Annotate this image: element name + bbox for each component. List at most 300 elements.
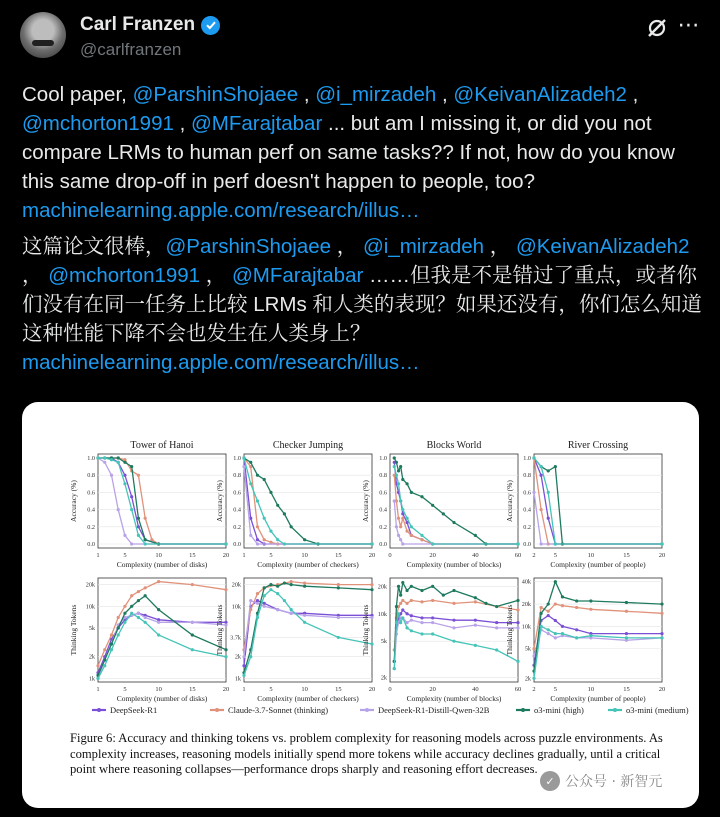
data-point [410, 619, 413, 622]
data-point [256, 499, 259, 502]
data-point [405, 602, 408, 605]
avatar[interactable] [20, 12, 66, 58]
data-point [96, 664, 99, 667]
data-point [660, 542, 663, 545]
verified-badge-icon [201, 16, 220, 35]
x-tick-label: 10 [155, 686, 162, 693]
y-tick-label: 0.6 [87, 489, 95, 497]
x-axis-label: Complexity (number of people) [550, 694, 646, 703]
data-point [224, 542, 227, 545]
data-point [290, 608, 293, 611]
data-point [263, 517, 266, 520]
data-point [575, 606, 578, 609]
data-point [303, 581, 306, 584]
data-point [191, 583, 194, 586]
x-tick-label: 1 [242, 686, 246, 693]
data-point [123, 482, 126, 485]
data-point [561, 595, 564, 598]
legend-marker [365, 708, 369, 712]
x-tick-label: 20 [429, 552, 436, 559]
data-point [405, 530, 408, 533]
data-point [130, 612, 133, 615]
data-point [337, 636, 340, 639]
data-point [337, 616, 340, 619]
y-tick-label: 3.7k [230, 634, 241, 642]
wechat-logo-icon: ✓ [540, 771, 560, 791]
data-point [532, 491, 535, 494]
data-point [276, 608, 279, 611]
data-point [540, 508, 543, 511]
y-tick-label: 0.0 [87, 541, 95, 548]
mention[interactable]: @i_mirzadeh [362, 235, 485, 258]
data-point [589, 634, 592, 637]
data-point [554, 632, 557, 635]
data-point [263, 586, 266, 589]
y-axis-label: Accuracy (%) [69, 480, 78, 522]
data-point [103, 456, 106, 459]
data-point [263, 538, 266, 541]
data-point [516, 660, 519, 663]
x-tick-label: 5 [553, 686, 557, 693]
data-point [547, 610, 550, 613]
x-tick-label: 5 [123, 552, 127, 559]
data-point [405, 626, 408, 629]
data-point [110, 642, 113, 645]
data-point [370, 583, 373, 586]
data-point [130, 542, 133, 545]
data-point [144, 594, 147, 597]
data-point [547, 614, 550, 617]
data-point [554, 636, 557, 639]
data-point [420, 538, 423, 541]
text: ... but am I missing it, or did you not compare LRMs to human perf on same tasks?? If not, how do you know this same drop-off in perf doesn't happen to people, too? [22, 112, 675, 193]
y-tick-label: 1k [88, 675, 95, 683]
data-point [256, 542, 259, 545]
data-point [397, 534, 400, 537]
separator: , [298, 83, 316, 106]
data-point [395, 474, 398, 477]
data-point [269, 588, 272, 591]
data-point [554, 465, 557, 468]
data-point [137, 474, 140, 477]
x-tick-label: 20 [368, 552, 376, 559]
mention[interactable]: @mchorton1991 [48, 264, 201, 287]
plot-frame [534, 578, 662, 682]
data-point [516, 626, 519, 629]
x-tick-label: 10 [301, 552, 308, 559]
data-point [405, 589, 408, 592]
data-point [452, 521, 455, 524]
y-axis-label: Thinking Tokens [361, 604, 370, 656]
data-point [269, 583, 272, 586]
data-point [452, 626, 455, 629]
data-point [401, 542, 404, 545]
data-point [554, 542, 557, 545]
data-point [401, 508, 404, 511]
legend-item: DeepSeek-R1 [110, 705, 158, 715]
author-display-name[interactable]: Carl Franzen [80, 14, 196, 35]
data-point [96, 456, 99, 459]
data-point [495, 621, 498, 624]
data-point [474, 619, 477, 622]
data-point [410, 629, 413, 632]
y-tick-label: 0.4 [523, 506, 531, 514]
legend-item: Claude-3.7-Sonnet (thinking) [228, 705, 329, 715]
separator: , [626, 83, 639, 106]
y-tick-label: 2k [380, 674, 387, 682]
y-tick-label: 0.2 [379, 523, 387, 531]
data-point [410, 525, 413, 528]
data-point [474, 600, 477, 603]
data-point [103, 658, 106, 661]
data-point [495, 605, 498, 608]
data-point [395, 461, 398, 464]
name-row [80, 14, 220, 36]
x-tick-label: 1 [96, 686, 100, 693]
mention[interactable]: @KeivanAlizadeh2 [515, 235, 690, 258]
y-tick-label: 5k [524, 645, 531, 653]
data-point [269, 491, 272, 494]
data-point [103, 648, 106, 651]
data-point [401, 599, 404, 602]
data-point [137, 590, 140, 593]
mention[interactable]: @MFarajtabar [190, 112, 323, 135]
data-point [397, 517, 400, 520]
data-point [337, 583, 340, 586]
data-point [276, 592, 279, 595]
data-point [96, 677, 99, 680]
data-point [532, 456, 535, 459]
legend-marker [215, 708, 219, 712]
more-icon[interactable]: ⋯ [677, 12, 701, 37]
data-point [137, 612, 140, 615]
data-point [575, 636, 578, 639]
data-point [397, 482, 400, 485]
data-point [554, 602, 557, 605]
x-tick-label: 5 [553, 552, 557, 559]
y-tick-label: 2k [524, 675, 531, 683]
mention[interactable]: @mchorton1991 [22, 112, 174, 135]
data-point [157, 633, 160, 636]
data-point [401, 616, 404, 619]
data-point [123, 461, 126, 464]
y-tick-label: 2k [234, 653, 241, 661]
data-point [452, 589, 455, 592]
y-axis-label: Thinking Tokens [505, 604, 514, 656]
x-axis-label: Complexity (number of disks) [116, 560, 208, 569]
y-tick-label: 0.0 [233, 541, 241, 548]
data-point [540, 474, 543, 477]
data-point [303, 621, 306, 624]
data-point [242, 674, 245, 677]
data-point [137, 534, 140, 537]
data-point [516, 542, 519, 545]
data-point [224, 648, 227, 651]
data-point [399, 499, 402, 502]
x-tick-label: 0 [388, 552, 392, 559]
x-tick-label: 2 [532, 686, 536, 693]
mention[interactable]: @i_mirzadeh [315, 83, 437, 106]
data-point [410, 491, 413, 494]
x-tick-label: 2 [532, 552, 536, 559]
data-point [420, 621, 423, 624]
paper-link[interactable]: machinelearning.apple.com/research/illus… [22, 351, 420, 374]
y-tick-label: 2k [88, 653, 95, 661]
data-point [401, 517, 404, 520]
y-tick-label: 40k [521, 578, 531, 586]
data-point [516, 621, 519, 624]
data-point [561, 632, 564, 635]
data-point [123, 612, 126, 615]
data-point [144, 621, 147, 624]
data-point [393, 667, 396, 670]
legend-marker [521, 708, 525, 712]
data-point [144, 538, 147, 541]
data-point [540, 612, 543, 615]
plot-frame [98, 454, 226, 548]
data-point [547, 628, 550, 631]
y-tick-label: 0.6 [379, 489, 387, 497]
x-tick-label: 0 [388, 686, 392, 693]
data-point [249, 482, 252, 485]
y-axis-label: Thinking Tokens [69, 604, 78, 656]
separator: ， [200, 264, 232, 287]
data-point [405, 612, 408, 615]
mention[interactable]: @MFarajtabar [231, 264, 364, 287]
y-tick-label: 0.2 [233, 523, 241, 531]
data-point [474, 624, 477, 627]
data-point [276, 538, 279, 541]
author-handle[interactable]: @carlfranzen [80, 40, 182, 59]
mention[interactable]: @ParshinShojaee [165, 235, 332, 258]
plot-title: River Crossing [567, 440, 629, 451]
y-tick-label: 20k [377, 583, 387, 591]
data-point [370, 588, 373, 591]
watermark-text: 公众号 · 新智元 [565, 774, 663, 790]
plot-title: Checker Jumping [272, 440, 344, 451]
data-point [395, 621, 398, 624]
data-point [397, 469, 400, 472]
data-point [144, 542, 147, 545]
separator: , [436, 83, 454, 106]
y-axis-label: Accuracy (%) [505, 480, 514, 522]
data-point [395, 605, 398, 608]
data-point [540, 606, 543, 609]
data-point [110, 458, 113, 461]
plot-title: Blocks World [426, 440, 482, 451]
data-point [575, 599, 578, 602]
y-tick-label: 1k [234, 675, 241, 683]
data-point [474, 534, 477, 537]
x-tick-label: 10 [301, 686, 308, 693]
data-point [290, 580, 293, 583]
data-point [117, 633, 120, 636]
y-tick-label: 0.8 [379, 472, 387, 480]
x-tick-label: 10 [587, 686, 595, 693]
x-tick-label: 40 [472, 686, 479, 693]
data-point [290, 525, 293, 528]
data-point [516, 599, 519, 602]
data-point [401, 478, 404, 481]
data-point [283, 542, 286, 545]
x-tick-label: 15 [623, 686, 630, 693]
data-point [660, 636, 663, 639]
data-point [249, 655, 252, 658]
separator: ， [484, 235, 516, 258]
data-point [431, 621, 434, 624]
data-point [420, 616, 423, 619]
data-point [130, 495, 133, 498]
paper-link[interactable]: machinelearning.apple.com/research/illus… [22, 199, 420, 222]
legend-item: o3-mini (medium) [626, 705, 689, 715]
data-point [625, 601, 628, 604]
data-point [395, 525, 398, 528]
data-point [103, 664, 106, 667]
data-point [117, 508, 120, 511]
data-point [420, 495, 423, 498]
y-tick-label: 5k [380, 638, 387, 646]
media-image-card[interactable] [22, 402, 699, 808]
data-point [130, 605, 133, 608]
separator: ， [22, 264, 49, 287]
data-point [452, 640, 455, 643]
y-tick-label: 0.2 [87, 523, 95, 531]
data-point [157, 621, 160, 624]
y-tick-label: 10k [377, 610, 387, 618]
x-axis-label: Complexity (number of blocks) [406, 694, 502, 703]
data-point [256, 616, 259, 619]
grok-icon[interactable] [645, 16, 669, 40]
mention[interactable]: @KeivanAlizadeh2 [453, 83, 627, 106]
y-tick-label: 1.0 [523, 455, 531, 462]
tweet-header [0, 0, 720, 80]
data-point [554, 580, 557, 583]
data-point [431, 632, 434, 635]
data-point [191, 648, 194, 651]
data-point [283, 599, 286, 602]
data-point [303, 585, 306, 588]
data-point [117, 461, 120, 464]
legend-item: DeepSeek-R1-Distill-Qwen-32B [378, 705, 490, 715]
legend-marker [97, 708, 101, 712]
data-point [256, 592, 259, 595]
data-point [554, 619, 557, 622]
data-point [242, 456, 245, 459]
data-point [401, 608, 404, 611]
data-point [399, 538, 402, 541]
x-axis-label: Complexity (number of people) [550, 560, 646, 569]
y-tick-label: 0.8 [523, 472, 531, 480]
y-tick-label: 5k [88, 624, 95, 632]
data-point [410, 585, 413, 588]
y-axis-label: Accuracy (%) [215, 480, 224, 522]
y-tick-label: 0.8 [233, 472, 241, 480]
x-tick-label: 15 [335, 686, 342, 693]
y-tick-label: 1.0 [233, 455, 241, 462]
data-point [547, 632, 550, 635]
plot-title: Tower of Hanoi [130, 440, 194, 451]
x-axis-label: Complexity (number of disks) [116, 694, 208, 703]
data-point [405, 517, 408, 520]
data-point [337, 586, 340, 589]
x-tick-label: 20 [368, 686, 376, 693]
data-point [256, 602, 259, 605]
data-point [242, 655, 245, 658]
data-point [547, 517, 550, 520]
data-point [547, 602, 550, 605]
data-point [303, 614, 306, 617]
data-point [561, 604, 564, 607]
y-tick-label: 0.0 [379, 541, 387, 548]
data-point [410, 614, 413, 617]
text: ……但我是不是错过了重点，或者你们没有在同一任务上比较 LRMs 和人类的表现？如果还没有，你们怎么知道这种性能下降不会也发生在人类身上？ [22, 264, 702, 345]
x-tick-label: 20 [429, 686, 436, 693]
x-tick-label: 1 [96, 552, 100, 559]
data-point [283, 512, 286, 515]
y-tick-label: 0.4 [233, 506, 241, 514]
data-point [276, 504, 279, 507]
legend-item: o3-mini (high) [534, 705, 584, 715]
data-point [399, 525, 402, 528]
data-point [137, 616, 140, 619]
data-point [137, 599, 140, 602]
data-point [401, 581, 404, 584]
figure-caption: Figure 6: Accuracy and thinking tokens vs. problem complexity for reasoning models across puzzle environments. As complexity increases, reasoning models initially spend more tokens while accuracy declines gradually, until a critical point where reasoning collapses—performance drops sharply and reasoning effort decreases. [70, 731, 663, 777]
data-point [442, 512, 445, 515]
data-point [532, 677, 535, 680]
x-axis-label: Complexity (number of checkers) [257, 560, 359, 569]
y-tick-label: 0.8 [87, 472, 95, 480]
data-point [420, 632, 423, 635]
x-tick-label: 10 [155, 552, 162, 559]
y-axis-label: Accuracy (%) [361, 480, 370, 522]
data-point [540, 465, 543, 468]
y-tick-label: 20k [85, 581, 95, 589]
mention[interactable]: @ParshinShojaee [132, 83, 299, 106]
data-point [397, 585, 400, 588]
y-tick-label: 10k [231, 603, 241, 611]
data-point [103, 461, 106, 464]
x-tick-label: 20 [658, 686, 666, 693]
data-point [283, 581, 286, 584]
data-point [625, 632, 628, 635]
data-point [224, 655, 227, 658]
data-point [452, 602, 455, 605]
data-point [397, 612, 400, 615]
data-point [370, 642, 373, 645]
data-point [399, 602, 402, 605]
data-point [123, 605, 126, 608]
x-tick-label: 5 [269, 686, 273, 693]
x-tick-label: 60 [514, 552, 522, 559]
data-point [399, 594, 402, 597]
y-tick-label: 0.4 [379, 506, 387, 514]
data-point [117, 616, 120, 619]
data-point [393, 456, 396, 459]
x-tick-label: 15 [623, 552, 630, 559]
data-point [276, 585, 279, 588]
data-point [110, 474, 113, 477]
y-tick-label: 20k [231, 581, 241, 589]
data-point [110, 633, 113, 636]
legend-marker [613, 708, 617, 712]
x-tick-label: 40 [472, 552, 479, 559]
data-point [256, 474, 259, 477]
data-point [117, 626, 120, 629]
x-tick-label: 5 [123, 686, 127, 693]
text: Cool paper, [22, 83, 133, 106]
data-point [157, 608, 160, 611]
